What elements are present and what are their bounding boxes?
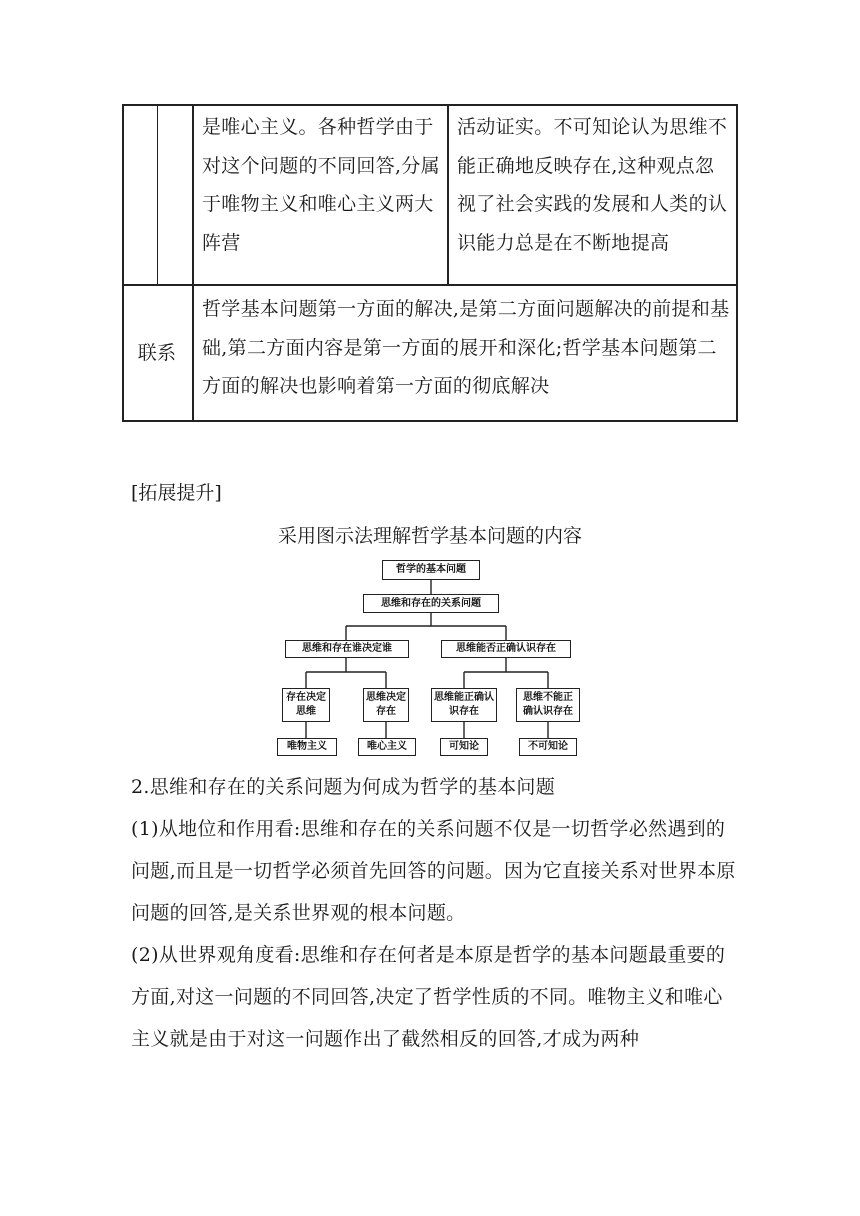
- node-root: [382, 560, 480, 580]
- node-result-3-label: 可知论: [449, 741, 479, 752]
- node-branch-right: [441, 640, 571, 658]
- node-root-label: 哲学的基本问题: [396, 564, 466, 575]
- table-border-top: [122, 104, 738, 106]
- section2-paragraph-1: (1)从地位和作用看:思维和存在的关系问题不仅是一切哲学必然遇到的问题,而且是一切哲学必须首先回答的问题。因为它直接关系对世界本原问题的回答,是关系世界观的根本问题。: [131, 818, 736, 924]
- node-result-4: [519, 738, 577, 756]
- node-level2-label: 思维和存在的关系问题: [381, 597, 481, 609]
- table-row-divider: [122, 284, 738, 286]
- table-col-divider-3: [447, 104, 449, 284]
- table-col-divider-2: [192, 104, 194, 422]
- comparison-table: [122, 104, 738, 422]
- figure-title: 采用图示法理解哲学基本问题的内容: [277, 525, 582, 547]
- section2: [131, 766, 741, 1060]
- table-cell-row1-left: 是唯心主义。各种哲学由于对这个问题的不同回答,分属于唯物主义和唯心主义两大阵营: [202, 116, 440, 254]
- node-leaf-4-label: 思维不能正确认识存在: [523, 692, 573, 717]
- node-leaf-1-label: 存在决定思维: [286, 692, 326, 717]
- node-leaf-2-label: 思维决定存在: [366, 692, 406, 717]
- node-result-1-label: 唯物主义: [287, 741, 327, 752]
- node-branch-right-label: 思维能否正确认识存在: [456, 643, 556, 654]
- node-result-2: [358, 738, 416, 756]
- node-leaf-3-label: 思维能正确认识存在: [434, 692, 494, 717]
- table-col-divider-1: [157, 104, 158, 284]
- node-leaf-3: [431, 688, 497, 722]
- diagram-connectors: [276, 558, 586, 760]
- table-border-left: [122, 104, 124, 422]
- table-cell-row2-label: 联系: [137, 342, 177, 364]
- node-leaf-4: [516, 688, 580, 722]
- table-border-right: [736, 104, 738, 422]
- section2-paragraph-2: (2)从世界观角度看:思维和存在何者是本原是哲学的基本问题最重要的方面,对这一问题的不同回答,决定了哲学性质的不同。唯物主义和唯心主义就是由于对这一问题作出了截然相反的回答,才成为两种: [131, 944, 726, 1050]
- node-result-4-label: 不可知论: [528, 741, 568, 752]
- node-branch-left-label: 思维和存在谁决定谁: [302, 643, 392, 654]
- table-border-bottom: [122, 420, 738, 422]
- node-level2: [363, 594, 499, 613]
- node-leaf-1: [282, 688, 330, 722]
- concept-tree-diagram: [276, 558, 586, 760]
- node-branch-left: [285, 640, 409, 658]
- node-result-1: [277, 738, 337, 756]
- node-result-2-label: 唯心主义: [367, 741, 407, 752]
- node-result-3: [440, 738, 488, 756]
- section-heading: [拓展提升]: [131, 482, 222, 504]
- table-cell-row1-right: 活动证实。不可知论认为思维不能正确地反映存在,这种观点忽视了社会实践的发展和人类的认识能力总是在不断地提高: [457, 116, 728, 254]
- node-leaf-2: [363, 688, 409, 722]
- table-cell-row2-content: 哲学基本问题第一方面的解决,是第二方面问题解决的前提和基础,第二方面内容是第一方面的展开和深化;哲学基本问题第二方面的解决也影响着第一方面的彻底解决: [202, 298, 730, 397]
- section2-title: 2.思维和存在的关系问题为何成为哲学的基本问题: [131, 776, 556, 798]
